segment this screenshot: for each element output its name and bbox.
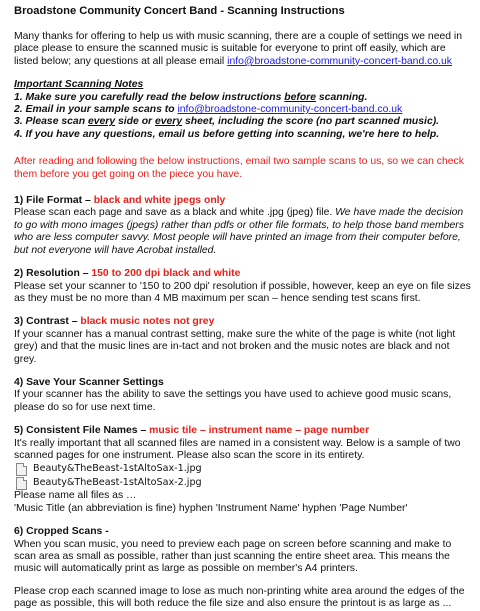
important-notes <box>14 79 472 141</box>
section-5-highlight: music tile – instrument name – page number <box>149 425 370 437</box>
file-icon <box>16 477 27 490</box>
section-4-body: If your scanner has the ability to save the settings you have used to achieve good music scans, please do so for use next time. <box>14 389 452 413</box>
section-5-title <box>14 425 472 437</box>
note-2-text: 2. Email in your sample scans to <box>14 104 178 116</box>
section-1-title <box>14 195 472 207</box>
section-6-body-2: Please crop each scanned image to lose as much non-printing white area around the edges of the page as possible, this will both reduce the file size and also ensure the printout is as large as ... <box>14 585 465 610</box>
note-1-text: 1. Make sure you carefully read the below instructions <box>14 91 285 103</box>
notes-heading: Important Scanning Notes <box>14 79 144 91</box>
note-4: 4. If you have any questions, email us before getting into scanning, we're here to help. <box>14 128 440 140</box>
file-item[interactable] <box>16 462 472 476</box>
section-1-text: Please scan each page and save as a black and white .jpg (jpeg) file. <box>14 207 336 219</box>
note-1 <box>14 92 472 104</box>
section-3-label: 3) Contrast – <box>14 316 81 328</box>
file-name: Beauty&TheBeast-1stAltoSax-2.jpg <box>33 477 202 489</box>
note-3-e: sheet, including the score (no part scanned music). <box>182 116 440 128</box>
section-5-after-1: Please name all files as … <box>14 490 137 502</box>
note-3-b: every <box>87 116 116 128</box>
section-3-highlight: black music notes not grey <box>80 316 215 328</box>
file-icon <box>16 463 27 476</box>
note-1-end: scanning. <box>316 91 368 103</box>
file-name: Beauty&TheBeast-1stAltoSax-1.jpg <box>33 463 202 475</box>
section-1-highlight: black and white jpegs only <box>93 195 226 207</box>
red-notice: After reading and following the below instructions, email two sample scans to us, so we can check them before you get going on the piece you have. <box>14 156 464 180</box>
section-1-italic: We have made the decision to go with mono images (jpegs) rather than pdfs or other file formats, to help those band members who are less computer savvy. Most people will have printed an image from their computer before, but not everyone will have Acrobat installed. <box>14 207 464 256</box>
section-5-after-2: 'Music Title (an abbreviation is fine) hyphen 'Instrument Name' hyphen 'Page Number' <box>14 502 408 514</box>
note-3-d: every <box>154 116 183 128</box>
note-3 <box>14 116 472 128</box>
section-3-body: If your scanner has a manual contrast setting, make sure the white of the page is white (not light grey) and that the music lines are in-tact and not broken and the music notes are black and not grey. <box>14 328 456 365</box>
note-2-email-link[interactable]: info@broadstone-community-concert-band.co.uk <box>177 104 403 116</box>
section-6-title: 6) Cropped Scans - <box>14 526 109 538</box>
intro-text: Many thanks for offering to help us with music scanning, there are a couple of settings we need in place please to ensure the scanned music is suitable for everyone to print off easily, which are listed below; any questions at all please email <box>14 31 463 67</box>
intro-paragraph <box>14 31 472 68</box>
note-3-a: 3. Please scan <box>14 116 88 128</box>
page-title: Broadstone Community Concert Band - Scanning Instructions <box>14 5 345 17</box>
email-link[interactable]: info@broadstone-community-concert-band.co.uk <box>227 55 452 67</box>
section-2-body: Please set your scanner to '150 to 200 dpi' resolution if possible, however, keep an eye on file sizes as they must be no more than 4 MB maximum per scan – hence sending test scans first. <box>14 280 471 304</box>
section-1-body <box>14 207 472 257</box>
section-2-title <box>14 268 472 280</box>
section-2-highlight: 150 to 200 dpi black and white <box>91 268 241 280</box>
note-1-emphasis: before <box>284 91 317 103</box>
section-2-label: 2) Resolution – <box>14 268 92 280</box>
section-6-body-1: When you scan music, you need to preview each page on screen before scanning and make to scan area as small as possible, rather than just scanning the entire sheet area. This means the music will automatically print as large as possible on member's A4 printers. <box>14 538 452 575</box>
section-4-title: 4) Save Your Scanner Settings <box>14 376 164 388</box>
section-3-title <box>14 316 472 328</box>
section-5-label: 5) Consistent File Names – <box>14 425 150 437</box>
section-5-body: It's really important that all scanned files are named in a consistent way. Below is a sample of two scanned pages for one instrument. Please also scan the score in its entirety. <box>14 437 461 461</box>
file-item[interactable] <box>16 476 472 490</box>
section-1-label: 1) File Format – <box>14 195 94 207</box>
note-2 <box>14 104 472 116</box>
note-3-c: side or <box>115 116 155 128</box>
